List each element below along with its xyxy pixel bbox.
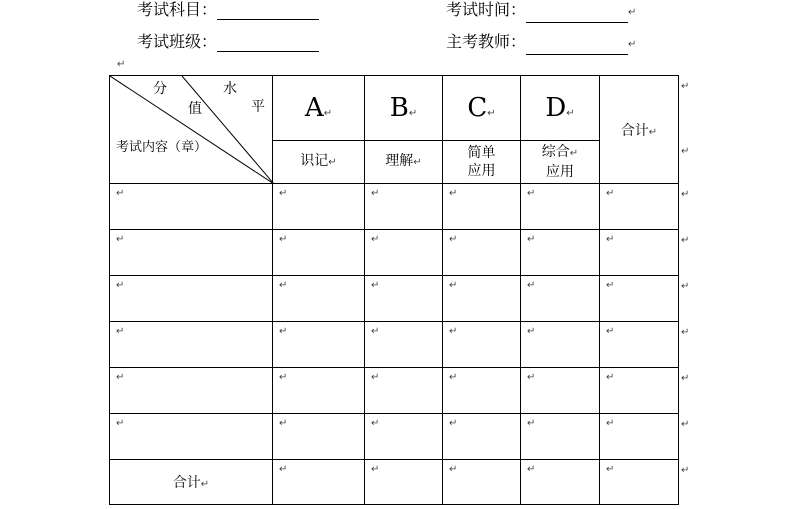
score-cell[interactable] [273, 368, 365, 414]
row-end-mark: ↵ [681, 235, 690, 246]
total-row-label-cell [110, 460, 273, 505]
score-cell[interactable] [521, 322, 600, 368]
score-cell[interactable] [365, 460, 443, 505]
exam-subject-blank[interactable] [217, 1, 319, 20]
corner-label-value: 值 [188, 101, 202, 117]
paragraph-mark: ↵ [116, 326, 125, 337]
exam-time-blank[interactable] [526, 4, 628, 23]
level-d-name: 综合↵ 应用 [521, 141, 600, 184]
paragraph-mark: ↵ [569, 148, 579, 159]
paragraph-mark: ↵ [527, 326, 536, 337]
corner-label-content: 考试内容（章） [116, 140, 208, 155]
exam-class-label: 考试班级： [137, 32, 218, 51]
paragraph-mark: ↵ [606, 326, 615, 337]
level-c-header [443, 76, 521, 141]
table-row [110, 230, 679, 276]
paragraph-mark: ↵ [371, 188, 380, 199]
row-end-mark: ↵ [681, 327, 690, 338]
paragraph-mark: ↵ [527, 418, 536, 429]
paragraph-mark: ↵ [527, 372, 536, 383]
score-cell[interactable] [365, 368, 443, 414]
score-cell[interactable] [521, 276, 600, 322]
level-d-header [521, 76, 600, 141]
paragraph-mark: ↵ [116, 372, 125, 383]
paragraph-mark: ↵ [606, 188, 615, 199]
table-row [110, 276, 679, 322]
paragraph-mark: ↵ [279, 372, 288, 383]
paragraph-mark: ↵ [527, 280, 536, 291]
score-cell[interactable] [273, 230, 365, 276]
paragraph-mark: ↵ [606, 418, 615, 429]
total-cell[interactable] [600, 276, 679, 322]
paragraph-mark: ↵ [117, 59, 126, 70]
score-cell[interactable] [443, 414, 521, 460]
paragraph-mark: ↵ [116, 188, 125, 199]
exam-class-blank[interactable] [217, 33, 319, 52]
paragraph-mark: ↵ [628, 39, 637, 50]
paragraph-mark: ↵ [408, 108, 418, 119]
paragraph-mark: ↵ [116, 280, 125, 291]
paragraph-mark: ↵ [527, 234, 536, 245]
score-cell[interactable] [443, 230, 521, 276]
corner-label-level1: 水 [223, 81, 237, 97]
score-cell[interactable] [521, 414, 600, 460]
paragraph-mark: ↵ [527, 464, 536, 475]
diagonal-header-cell [110, 76, 273, 184]
paragraph-mark: ↵ [116, 418, 125, 429]
paragraph-mark: ↵ [606, 464, 615, 475]
paragraph-mark: ↵ [371, 234, 380, 245]
total-cell[interactable] [600, 230, 679, 276]
paragraph-mark: ↵ [606, 234, 615, 245]
exam-spec-table [109, 75, 679, 505]
level-a-header [273, 76, 365, 141]
paragraph-mark: ↵ [279, 418, 288, 429]
content-cell[interactable] [110, 414, 273, 460]
paragraph-mark: ↵ [371, 280, 380, 291]
score-cell[interactable] [521, 368, 600, 414]
paragraph-mark: ↵ [413, 157, 422, 168]
exam-class-field [137, 32, 319, 52]
row-end-mark: ↵ [681, 281, 690, 292]
content-cell[interactable] [110, 276, 273, 322]
paragraph-mark: ↵ [279, 188, 288, 199]
score-cell[interactable] [443, 276, 521, 322]
row-end-mark: ↵ [681, 465, 690, 476]
exam-subject-label: 考试科目： [137, 0, 218, 19]
total-row [110, 460, 679, 505]
score-cell[interactable] [273, 460, 365, 505]
level-d-letter: D [545, 93, 567, 123]
paragraph-mark: ↵ [279, 326, 288, 337]
diagonal-lines [110, 76, 274, 184]
paragraph-mark: ↵ [449, 188, 458, 199]
total-column-header [600, 76, 679, 184]
content-cell[interactable] [110, 230, 273, 276]
paragraph-mark: ↵ [116, 234, 125, 245]
score-cell[interactable] [521, 184, 600, 230]
level-a-name: 识记↵ [273, 141, 365, 184]
row-end-mark: ↵ [681, 373, 690, 384]
exam-time-field [446, 0, 636, 23]
paragraph-mark: ↵ [279, 464, 288, 475]
paragraph-mark: ↵ [371, 464, 380, 475]
paragraph-mark: ↵ [323, 108, 333, 119]
score-cell[interactable] [273, 322, 365, 368]
score-cell[interactable] [273, 276, 365, 322]
corner-label-level2: 平 [251, 99, 265, 115]
paragraph-mark: ↵ [487, 108, 496, 119]
total-cell[interactable] [600, 414, 679, 460]
content-cell[interactable] [110, 184, 273, 230]
score-cell[interactable] [273, 414, 365, 460]
paragraph-mark: ↵ [449, 418, 458, 429]
paragraph-mark: ↵ [449, 372, 458, 383]
level-c-name: 简单 应用 [443, 141, 521, 184]
content-cell[interactable] [110, 368, 273, 414]
paragraph-mark: ↵ [279, 280, 288, 291]
score-cell[interactable] [273, 184, 365, 230]
exam-teacher-blank[interactable] [526, 36, 628, 55]
total-cell[interactable] [600, 322, 679, 368]
paragraph-mark: ↵ [200, 479, 210, 490]
paragraph-mark: ↵ [449, 326, 458, 337]
paragraph-mark: ↵ [648, 126, 658, 138]
row-end-mark: ↵ [681, 81, 690, 92]
paragraph-mark: ↵ [449, 234, 458, 245]
total-cell[interactable] [600, 184, 679, 230]
table-row [110, 368, 679, 414]
level-a-letter: A [304, 93, 324, 123]
table-row [110, 322, 679, 368]
score-cell[interactable] [443, 460, 521, 505]
paragraph-mark: ↵ [328, 157, 337, 168]
exam-teacher-field [446, 32, 636, 55]
score-cell[interactable] [365, 276, 443, 322]
table-row [110, 184, 679, 230]
paragraph-mark: ↵ [566, 108, 575, 119]
row-end-mark: ↵ [681, 189, 690, 200]
paragraph-mark: ↵ [371, 372, 380, 383]
level-b-letter: B [389, 93, 409, 123]
paragraph-mark: ↵ [606, 280, 615, 291]
score-cell[interactable] [365, 184, 443, 230]
paragraph-mark: ↵ [279, 234, 288, 245]
score-cell[interactable] [443, 368, 521, 414]
paragraph-mark: ↵ [527, 188, 536, 199]
paragraph-mark: ↵ [449, 464, 458, 475]
paragraph-mark: ↵ [628, 7, 637, 18]
level-c-letter: C [467, 93, 488, 123]
row-end-mark: ↵ [681, 146, 690, 157]
level-b-header [365, 76, 443, 141]
paragraph-mark: ↵ [371, 326, 380, 337]
score-cell[interactable] [365, 230, 443, 276]
paragraph-mark: ↵ [606, 372, 615, 383]
score-cell[interactable] [443, 322, 521, 368]
score-cell[interactable] [521, 230, 600, 276]
total-column-label: 合计 [620, 122, 649, 139]
table-row [110, 414, 679, 460]
score-cell[interactable] [365, 322, 443, 368]
exam-subject-field [137, 0, 319, 20]
score-cell[interactable] [443, 184, 521, 230]
total-row-label: 合计 [172, 475, 201, 491]
corner-label-score: 分 [153, 81, 167, 97]
row-end-mark: ↵ [681, 419, 690, 430]
level-b-name: 理解↵ [365, 141, 443, 184]
paragraph-mark: ↵ [371, 418, 380, 429]
total-cell[interactable] [600, 460, 679, 505]
paragraph-mark: ↵ [449, 280, 458, 291]
exam-time-label: 考试时间： [446, 0, 527, 19]
total-cell[interactable] [600, 368, 679, 414]
content-cell[interactable] [110, 322, 273, 368]
exam-teacher-label: 主考教师： [446, 32, 527, 51]
score-cell[interactable] [365, 414, 443, 460]
score-cell[interactable] [521, 460, 600, 505]
